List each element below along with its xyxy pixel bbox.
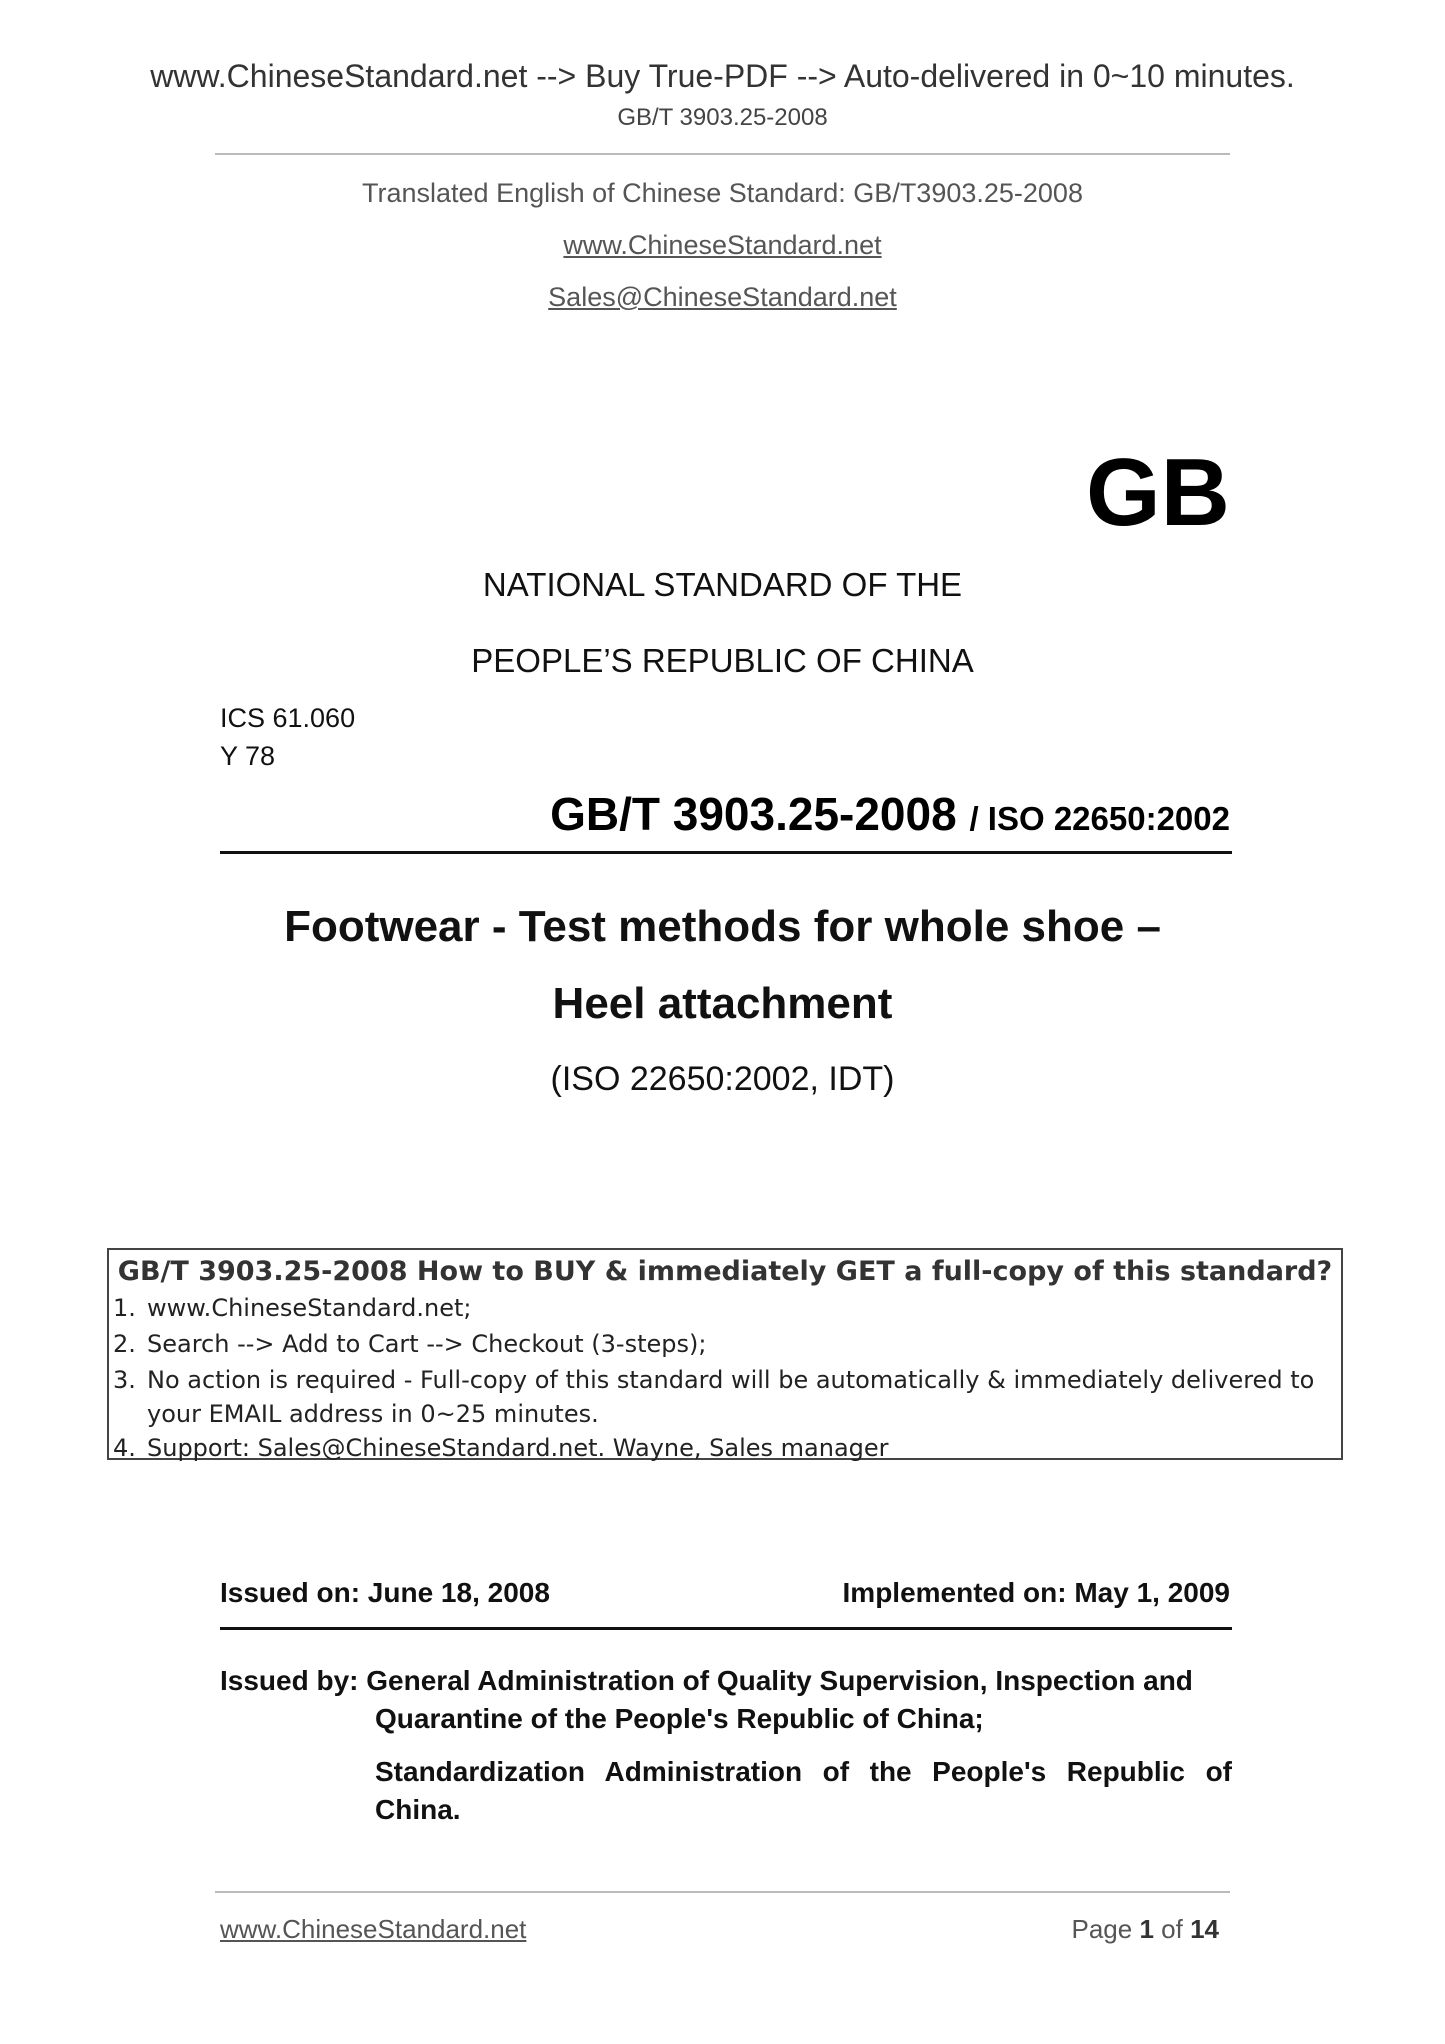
purchase-info-box <box>107 1248 1343 1460</box>
purchase-box-title: GB/T 3903.25-2008 How to BUY & immediately GET a full-copy of this standard? <box>117 1256 1333 1287</box>
issued-by-line4: China. <box>375 1794 461 1825</box>
translated-note: Translated English of Chinese Standard: GB/T3903.25-2008 <box>362 178 1083 208</box>
header-divider <box>215 153 1230 155</box>
gb-mark: GB <box>1086 439 1230 546</box>
standard-code <box>550 787 1230 841</box>
header-standard-code: GB/T 3903.25-2008 <box>617 104 828 131</box>
footer-divider <box>215 1891 1230 1893</box>
purchase-step: 1. www.ChineseStandard.net; <box>113 1294 472 1322</box>
implemented-date: Implemented on: May 1, 2009 <box>842 1577 1230 1608</box>
issued-by-line3: Standardization Administration of the People's Republic of <box>375 1756 1232 1787</box>
code-divider <box>220 851 1232 854</box>
email-link[interactable]: Sales@ChineseStandard.net <box>548 282 897 312</box>
national-standard-line2: PEOPLE’S REPUBLIC OF CHINA <box>471 642 974 679</box>
iso-reference: / ISO 22650:2002 <box>969 800 1230 837</box>
iso-equivalence: (ISO 22650:2002, IDT) <box>550 1060 895 1098</box>
issued-by-label: Issued by: <box>220 1665 359 1696</box>
standard-number: GB/T 3903.25-2008 <box>550 788 957 840</box>
website-link[interactable]: www.ChineseStandard.net <box>563 230 882 260</box>
dates-divider <box>220 1627 1232 1630</box>
header-promo-line: www.ChineseStandard.net --> Buy True-PDF --> Auto-delivered in 0~10 minutes. <box>150 58 1295 94</box>
ccs-code: Y 78 <box>220 741 276 771</box>
purchase-step: 2. Search --> Add to Cart --> Checkout (3-steps); <box>113 1330 707 1358</box>
page-number: Page 1 of 14 <box>1071 1914 1219 1944</box>
page-current: 1 <box>1139 1914 1154 1944</box>
ics-code: ICS 61.060 <box>220 703 356 733</box>
purchase-step-continued: your EMAIL address in 0~25 minutes. <box>147 1400 599 1428</box>
footer-website-link[interactable]: www.ChineseStandard.net <box>220 1914 527 1944</box>
title-line1: Footwear - Test methods for whole shoe – <box>284 902 1161 951</box>
page-total: 14 <box>1190 1914 1219 1944</box>
purchase-step: 3. No action is required - Full-copy of this standard will be automatically & immediately delivered to <box>113 1366 1315 1394</box>
issued-by-line1: Issued by: General Administration of Quality Supervision, Inspection and <box>220 1665 1193 1696</box>
purchase-step: 4. Support: Sales@ChineseStandard.net. Wayne, Sales manager <box>113 1434 889 1462</box>
national-standard-line1: NATIONAL STANDARD OF THE <box>482 566 963 603</box>
issued-date: Issued on: June 18, 2008 <box>220 1577 550 1608</box>
title-line2: Heel attachment <box>552 979 893 1028</box>
issued-by-line2: Quarantine of the People's Republic of China; <box>375 1703 984 1734</box>
